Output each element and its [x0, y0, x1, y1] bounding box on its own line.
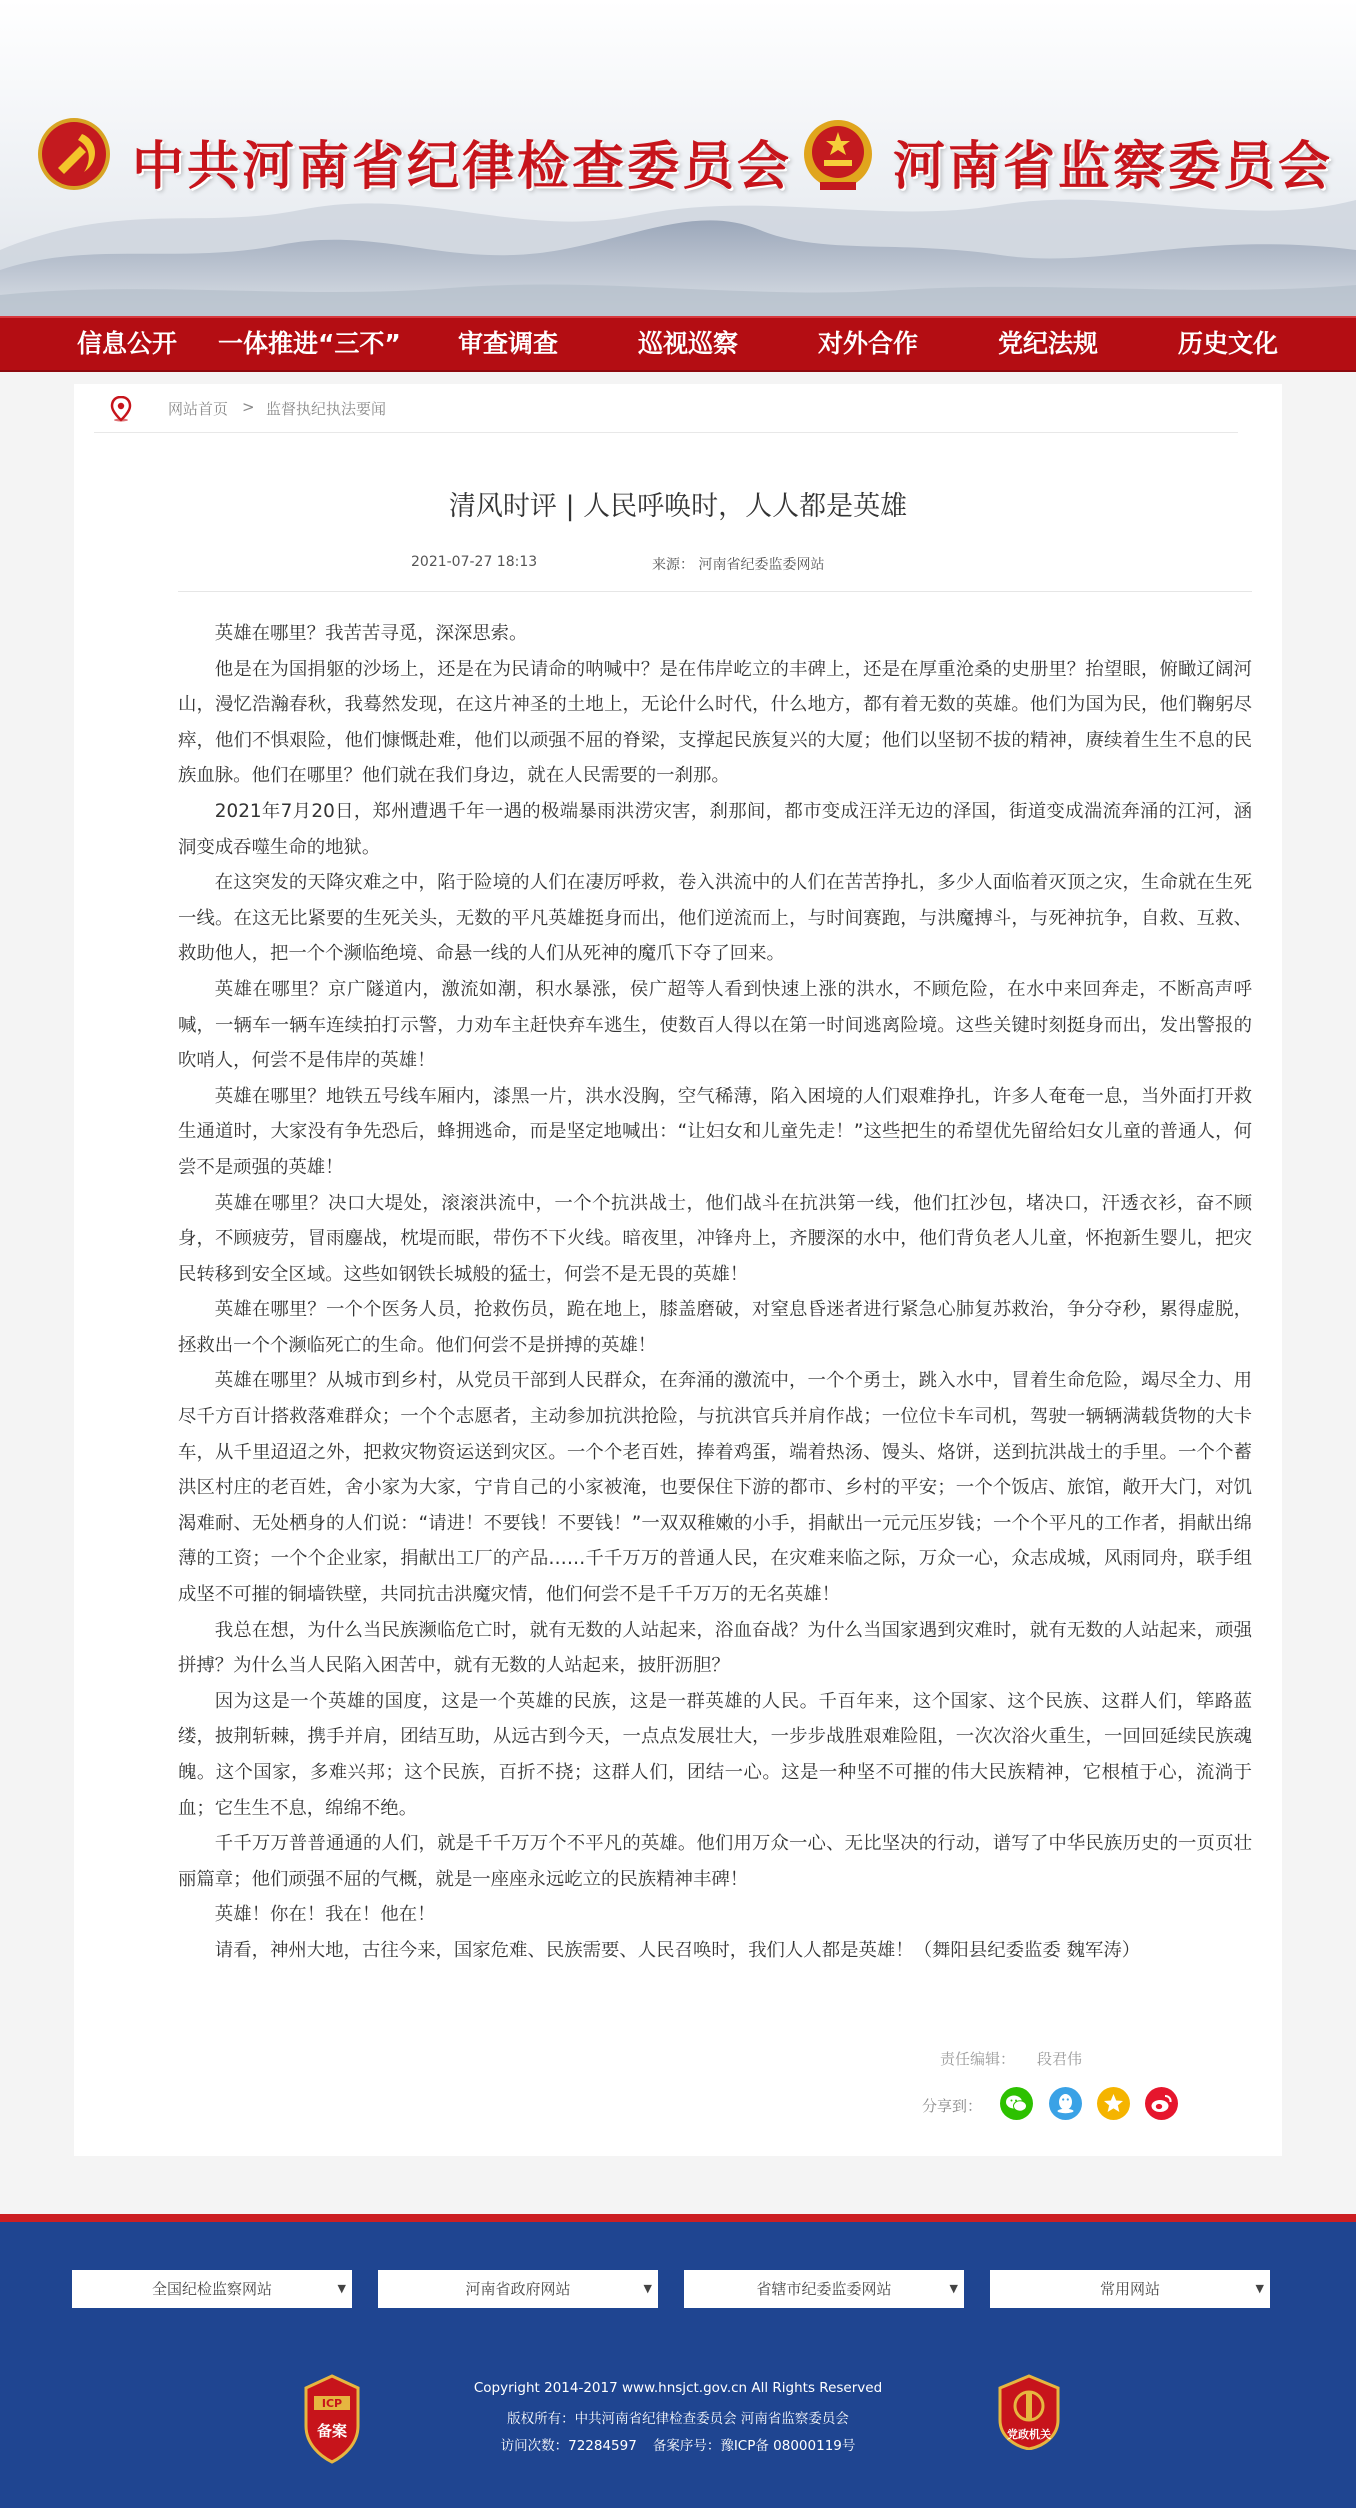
breadcrumb-separator: >: [242, 398, 255, 416]
share-label: 分享到：: [922, 2097, 983, 2115]
chevron-down-icon: ▼: [949, 2282, 958, 2295]
header-banner: [0, 0, 1356, 316]
article-paragraph: 英雄在哪里？地铁五号线车厢内，漆黑一片，洪水没胸，空气稀薄，陷入困境的人们艰难挣扎，许多人奄奄一息，当外面打开救生通道时，大家没有争先恐后，蜂拥逃命，而是坚定地喊出：“让妇女和儿童先走！”这些把生的希望优先留给妇女儿童的普通人，何尝不是顽强的英雄！: [178, 1085, 1252, 1178]
footer-accent-bar: [0, 2214, 1356, 2222]
chevron-down-icon: ▼: [1255, 2282, 1264, 2295]
nav-item-inspection[interactable]: 巡视巡察: [638, 329, 739, 358]
breadcrumb-home-link[interactable]: 网站首页: [168, 400, 229, 418]
article-paragraph: 英雄在哪里？决口大堤处，滚滚洪流中，一个个抗洪战士，他们战斗在抗洪第一线，他们扛沙包，堵决口，汗透衣衫，奋不顾身，不顾疲劳，冒雨鏖战，枕堤而眠，带伤不下火线。暗夜里，冲锋舟上，齐腰深的水中，他们背负老人儿童，怀抱新生婴儿，把灾民转移到安全区域。这些如钢铁长城般的猛士，何尝不是无畏的英雄！: [178, 1192, 1252, 1285]
national-emblem-icon: [800, 116, 876, 196]
article-paragraph: 在这突发的天降灾难之中，陷于险境的人们在凄厉呼救，卷入洪流中的人们在苦苦挣扎，多少人面临着灭顶之灾，生命就在生死一线。在这无比紧要的生死关头，无数的平凡英雄挺身而出，他们逆流而上，与时间赛跑，与洪魔搏斗，与死神抗争，自救、互救、救助他人，把一个个濒临绝境、命悬一线的人们从死神的魔爪下夺了回来。: [178, 872, 1252, 965]
svg-text:党政机关: 党政机关: [1007, 2428, 1051, 2441]
nav-item-three-no[interactable]: 一体推进“三不”: [218, 329, 401, 358]
article-paragraph: 英雄在哪里？从城市到乡村，从党员干部到人民群众，在奔涌的激流中，一个个勇士，跳入水中，冒着生命危险，竭尽全力、用尽千方百计搭救落难群众；一个个志愿者，主动参加抗洪抢险，与抗洪官兵并肩作战；一位位卡车司机，驾驶一辆辆满载货物的大卡车，从千里迢迢之外，把救灾物资运送到灾区。一个个老百姓，捧着鸡蛋，端着热汤、馒头、烙饼，送到抗洪战士的手里。一个个蓄洪区村庄的老百姓，舍小家为大家，宁肯自己的小家被淹，也要保住下游的都市、乡村的平安；一个个饭店、旅馆，敞开大门，对饥渴难耐、无处栖身的人们说：“请进！不要钱！不要钱！”一双双稚嫩的小手，捐献出一元元压岁钱；一个个平凡的工作者，捐献出绵薄的工资；一个个企业家，捐献出工厂的产品……千千万万的普通人民，在灾难来临之际，万众一心，众志成城，风雨同舟，联手组成坚不可摧的铜墙铁壁，共同抗击洪魔灾情，他们何尝不是千千万万的无名英雄！: [178, 1370, 1252, 1606]
wechat-icon[interactable]: [1000, 2087, 1033, 2120]
article-paragraph: 请看，神州大地，古往今来，国家危难、民族需要、人民召唤时，我们人人都是英雄！（舞阳县纪委监委 魏军涛）: [214, 1939, 1141, 1961]
article-paragraph: 千千万万普普通通的人们，就是千千万万个不平凡的英雄。他们用万众一心、无比坚决的行动，谱写了中华民族历史的一页页壮丽篇章；他们顽强不屈的气概，就是一座座永远屹立的民族精神丰碑！: [178, 1833, 1252, 1890]
icp-label: 备案序号：: [652, 2438, 721, 2454]
footer: [0, 2222, 1356, 2508]
svg-text:ICP: ICP: [321, 2397, 343, 2410]
nav-item-foreign-cooperation[interactable]: 对外合作: [818, 329, 919, 358]
dropdown-common-sites[interactable]: [990, 2270, 1270, 2308]
article-paragraph: 因为这是一个英雄的国度，这是一个英雄的民族，这是一群英雄的人民。千百年来，这个国家、这个民族、这群人们，筚路蓝缕，披荆斩棘，携手并肩，团结互助，从远古到今天，一点点发展壮大，一步步战胜艰难险阻，一次次浴火重生，一回回延续民族魂魄。这个国家，多难兴邦；这个民族，百折不挠；这群人们，团结一心。这是一种坚不可摧的伟大民族精神，它根植于心，流淌于血；它生生不息，绵绵不绝。: [178, 1690, 1252, 1819]
visits-label: 访问次数：: [500, 2438, 569, 2454]
article-paragraph: 英雄在哪里？一个个医务人员，抢救伤员，跪在地上，膝盖磨破，对窒息昏迷者进行紧急心肺复苏救治，争分夺秒，累得虚脱，拯救出一个个濒临死亡的生命。他们何尝不是拼搏的英雄！: [178, 1299, 1252, 1356]
editor-label: 责任编辑：: [940, 2050, 1016, 2068]
qq-icon[interactable]: [1049, 2087, 1082, 2120]
article-date: 2021-07-27 18:13: [411, 554, 538, 570]
nav-item-party-regulations[interactable]: 党纪法规: [998, 329, 1099, 358]
article-paragraph: 2021年7月20日，郑州遭遇千年一遇的极端暴雨洪涝灾害，刹那间，都市变成汪洋无边的泽国，街道变成湍流奔涌的江河，涵洞变成吞噬生命的地狱。: [178, 800, 1252, 858]
chevron-down-icon: ▼: [337, 2282, 346, 2295]
chevron-down-icon: ▼: [643, 2282, 652, 2295]
dropdown-label: 省辖市纪委监委网站: [756, 2280, 892, 2298]
article-source: 来源： 河南省纪委监委网站: [652, 557, 825, 573]
weibo-icon[interactable]: [1145, 2087, 1178, 2120]
article-paragraph: 他是在为国捐躯的沙场上，还是在为民请命的呐喊中？是在伟岸屹立的丰碑上，还是在厚重沧桑的史册里？抬望眼，俯瞰辽阔河山，漫忆浩瀚春秋，我蓦然发现，在这片神圣的土地上，无论什么时代，什么地方，都有着无数的英雄。他们为国为民，他们鞠躬尽瘁，他们不惧艰险，他们慷慨赴难，他们以顽强不屈的脊梁，支撑起民族复兴的大厦；他们以坚韧不拔的精神，赓续着生生不息的民族血脉。他们在哪里？他们就在我们身边，就在人民需要的一刹那。: [178, 658, 1252, 787]
breadcrumb-current-link[interactable]: 监督执纪执法要闻: [266, 400, 387, 418]
location-pin-icon: [110, 396, 132, 422]
nav-item-info-disclosure[interactable]: 信息公开: [77, 329, 178, 358]
header-title-right: 河南省监察委员会: [893, 136, 1334, 197]
article-card: [74, 384, 1282, 2156]
editor-name: 段君伟: [1037, 2050, 1083, 2068]
dropdown-national-sites[interactable]: [72, 2270, 352, 2308]
dropdown-label: 常用网站: [1099, 2280, 1160, 2298]
article-body: [178, 616, 1252, 1969]
footer-copyright: Copyright 2014-2017 www.hnsjct.gov.cn All Rights Reserved: [473, 2380, 883, 2396]
divider: [178, 591, 1252, 592]
visits-count: 72284597: [568, 2438, 637, 2454]
footer-stats: [0, 2434, 1356, 2454]
nav-item-review-investigation[interactable]: 审查调查: [458, 329, 559, 358]
header-title-left: 中共河南省纪律检查委员会: [132, 136, 793, 197]
article-paragraph: 英雄！你在！我在！他在！: [214, 1904, 436, 1926]
party-emblem-icon: [36, 116, 112, 192]
article-title: 清风时评 | 人民呼唤时，人人都是英雄: [448, 491, 908, 522]
breadcrumb: [94, 384, 1238, 433]
article-paragraph: 我总在想，为什么当民族濒临危亡时，就有无数的人站起来，浴血奋战？为什么当国家遇到灾难时，就有无数的人站起来，顽强拼搏？为什么当人民陷入困苦中，就有无数的人站起来，披肝沥胆？: [178, 1619, 1252, 1677]
footer-owner: 版权所有：中共河南省纪律检查委员会 河南省监察委员会: [507, 2411, 849, 2427]
svg-text:备案: 备案: [316, 2422, 348, 2440]
qzone-icon[interactable]: [1097, 2087, 1130, 2120]
dropdown-label: 河南省政府网站: [465, 2280, 571, 2298]
icp-number[interactable]: 豫ICP备 08000119号: [720, 2438, 856, 2454]
main-nav: [0, 316, 1356, 372]
dropdown-city-sites[interactable]: [684, 2270, 964, 2308]
dropdown-provincial-gov-sites[interactable]: [378, 2270, 658, 2308]
nav-item-history-culture[interactable]: 历史文化: [1178, 329, 1279, 358]
dropdown-label: 全国纪检监察网站: [151, 2280, 272, 2298]
article-paragraph: 英雄在哪里？京广隧道内，激流如潮，积水暴涨，侯广超等人看到快速上涨的洪水，不顾危险，在水中来回奔走，不断高声呼喊，一辆车一辆车连续拍打示警，力劝车主赶快弃车逃生，使数百人得以在第一时间逃离险境。这些关键时刻挺身而出，发出警报的吹哨人，何尝不是伟岸的英雄！: [178, 978, 1252, 1072]
article-paragraph: 英雄在哪里？我苦苦寻觅，深深思索。: [214, 623, 528, 644]
editor-credit: [940, 2048, 1082, 2069]
